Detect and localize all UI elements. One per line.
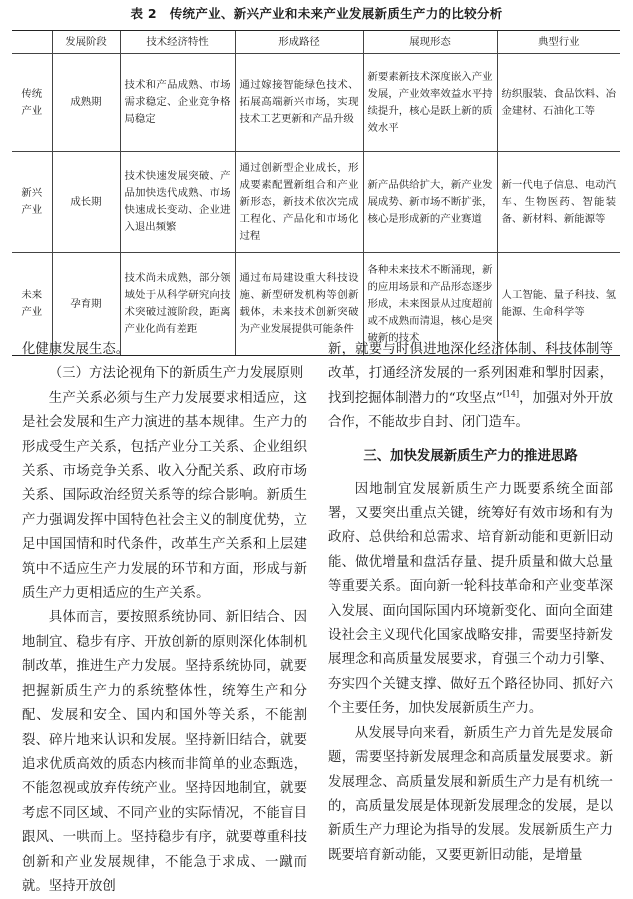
header-tech: 技术经济特性 xyxy=(120,31,235,54)
header-typical: 典型行业 xyxy=(497,31,620,54)
table-caption: 表 2 传统产业、新兴产业和未来产业发展新质生产力的比较分析 xyxy=(130,6,503,21)
cell-tech: 技术和产品成熟、市场需求稳定、企业竞争格局稳定 xyxy=(120,54,235,152)
cell-path: 通过创新型企业成长，形成要素配置新组合和产业新形态，新技术依次完成工程化、产品化和市场化过程 xyxy=(235,152,363,253)
cell-form: 各种未来技术不断涌现，新的应用场景和产品形态逐步形成，未来图景从过度超前或不成熟而清退，核心是突破新的技术 xyxy=(363,253,497,356)
table-row xyxy=(12,152,620,253)
cell-path: 通过嫁接智能绿色技术、拓展高端新兴市场，实现技术工艺更新和产品升级 xyxy=(235,54,363,152)
header-form: 展现形态 xyxy=(363,31,497,54)
cell-path: 通过布局建设重大科技设施、新型研发机构等创新载体，未来技术创新突破为产业发展提供可能条件 xyxy=(235,253,363,356)
cell-industry: 传统产业 xyxy=(12,54,52,152)
cell-tech: 技术尚未成熟，部分领域处于从科学研究向技术突破过渡阶段，距离产业化尚有差距 xyxy=(120,253,235,356)
paragraph: 因地制宜发展新质生产力既要系统全面部署，又要突出重点关键，统筹好有效市场和有为政府、总供给和总需求、培育新动能和更新旧动能、做优增量和盘活存量、提升质量和做大总量等重要关系。面向新一轮科技革命和产业变革深入发展、面向国际国内环境新变化、面向全面建设社会主义现代化国家战略安排，需要坚持新发展理念和高质量发展要求，育强三个动力引擎、夯实四个关键支撑、做好五个路径协同、抓好六个主要任务，加快发展新质生产力。 xyxy=(328,481,613,717)
paragraph: 从发展导向来看，新质生产力首先是发展命题，需要坚持新发展理念和高质量发展要求。新发展理念、高质量发展和新质生产力是有机统一的，高质量发展是体现新发展理念的发展，是以新质生产力理论为指导的发展。发展新质生产力既要培育新动能，又要更新旧动能，是增量 xyxy=(328,725,613,863)
paragraph-text: 新，就要与时俱进地深化经济体制、科技体制等改革，打通经济发展的一系列困难和掣肘因素，找到挖掘体制潜力的“攻坚点” xyxy=(328,342,613,406)
subsection-heading: （三）方法论视角下的新质生产力发展原则 xyxy=(48,366,304,382)
paragraph-text: ，加强对外开放合作，不能故步自封、闭门造车。 xyxy=(328,390,614,431)
left-column xyxy=(22,338,307,899)
cell-stage: 成熟期 xyxy=(52,54,120,152)
right-column xyxy=(328,338,613,868)
header-path: 形成路径 xyxy=(235,31,363,54)
cell-typical: 人工智能、量子科技、氢能源、生命科学等 xyxy=(497,253,620,356)
cell-typical: 新一代电子信息、电动汽车、生物医药、智能装备、新材料、新能源等 xyxy=(497,152,620,253)
cell-typical: 纺织服装、食品饮料、冶金建材、石油化工等 xyxy=(497,54,620,152)
cell-industry: 未来产业 xyxy=(12,253,52,356)
comparison-table xyxy=(12,30,620,356)
cell-form: 新要素新技术深度嵌入产业发展，产业效率效益水平持续提升，核心是跃上新的质效水平 xyxy=(363,54,497,152)
header-corner xyxy=(12,31,52,54)
header-stage: 发展阶段 xyxy=(52,31,120,54)
table-row xyxy=(12,54,620,152)
paragraph: 具体而言，要按照系统协同、新旧结合、因地制宜、稳步有序、开放创新的原则深化体制机制改革，推进生产力发展。坚持系统协同，就要把握新质生产力的系统整体性，统筹生产和分配、发展和安全、国内和国外等关系，不能割裂、碎片地来认识和发展。坚持新旧结合，就要追求优质高效的质态内核而非简单的业态甄选，不能忽视或放弃传统产业。坚持因地制宜，就要考虑不同区域、不同产业的实际情况，不能盲目跟风、一哄而上。坚持稳步有序，就要尊重科技创新和产业发展规律，不能急于求成、一蹴而就。坚持开放创 xyxy=(22,610,307,894)
citation: [14] xyxy=(502,389,520,399)
cell-stage: 成长期 xyxy=(52,152,120,253)
cell-stage: 孕育期 xyxy=(52,253,120,356)
paragraph: 生产关系必须与生产力发展要求相适应，这是社会发展和生产力演进的基本规律。生产力的形成受生产关系，包括产业分工关系、企业组织关系、市场竞争关系、收入分配关系、政府市场关系、国际政治经贸关系等的综合影响。新质生产力强调发挥中国特色社会主义的制度优势，立足中国国情和时代条件，改革生产关系和上层建筑中不适应生产力发展的环节和方面，形成与新质生产力更相适应的生产关系。 xyxy=(22,390,307,602)
table-header-row xyxy=(12,31,620,54)
paragraph xyxy=(328,338,613,436)
cell-industry: 新兴产业 xyxy=(12,152,52,253)
cell-tech: 技术快速发展突破、产品加快迭代成熟、市场快速成长变动、企业进入退出频繁 xyxy=(120,152,235,253)
section-heading: 三、加快发展新质生产力的推进思路 xyxy=(363,448,578,464)
paragraph: 化健康发展生态。 xyxy=(22,342,130,357)
cell-form: 新产品供给扩大，新产业发展成势、新市场不断扩张，核心是形成新的产业赛道 xyxy=(363,152,497,253)
